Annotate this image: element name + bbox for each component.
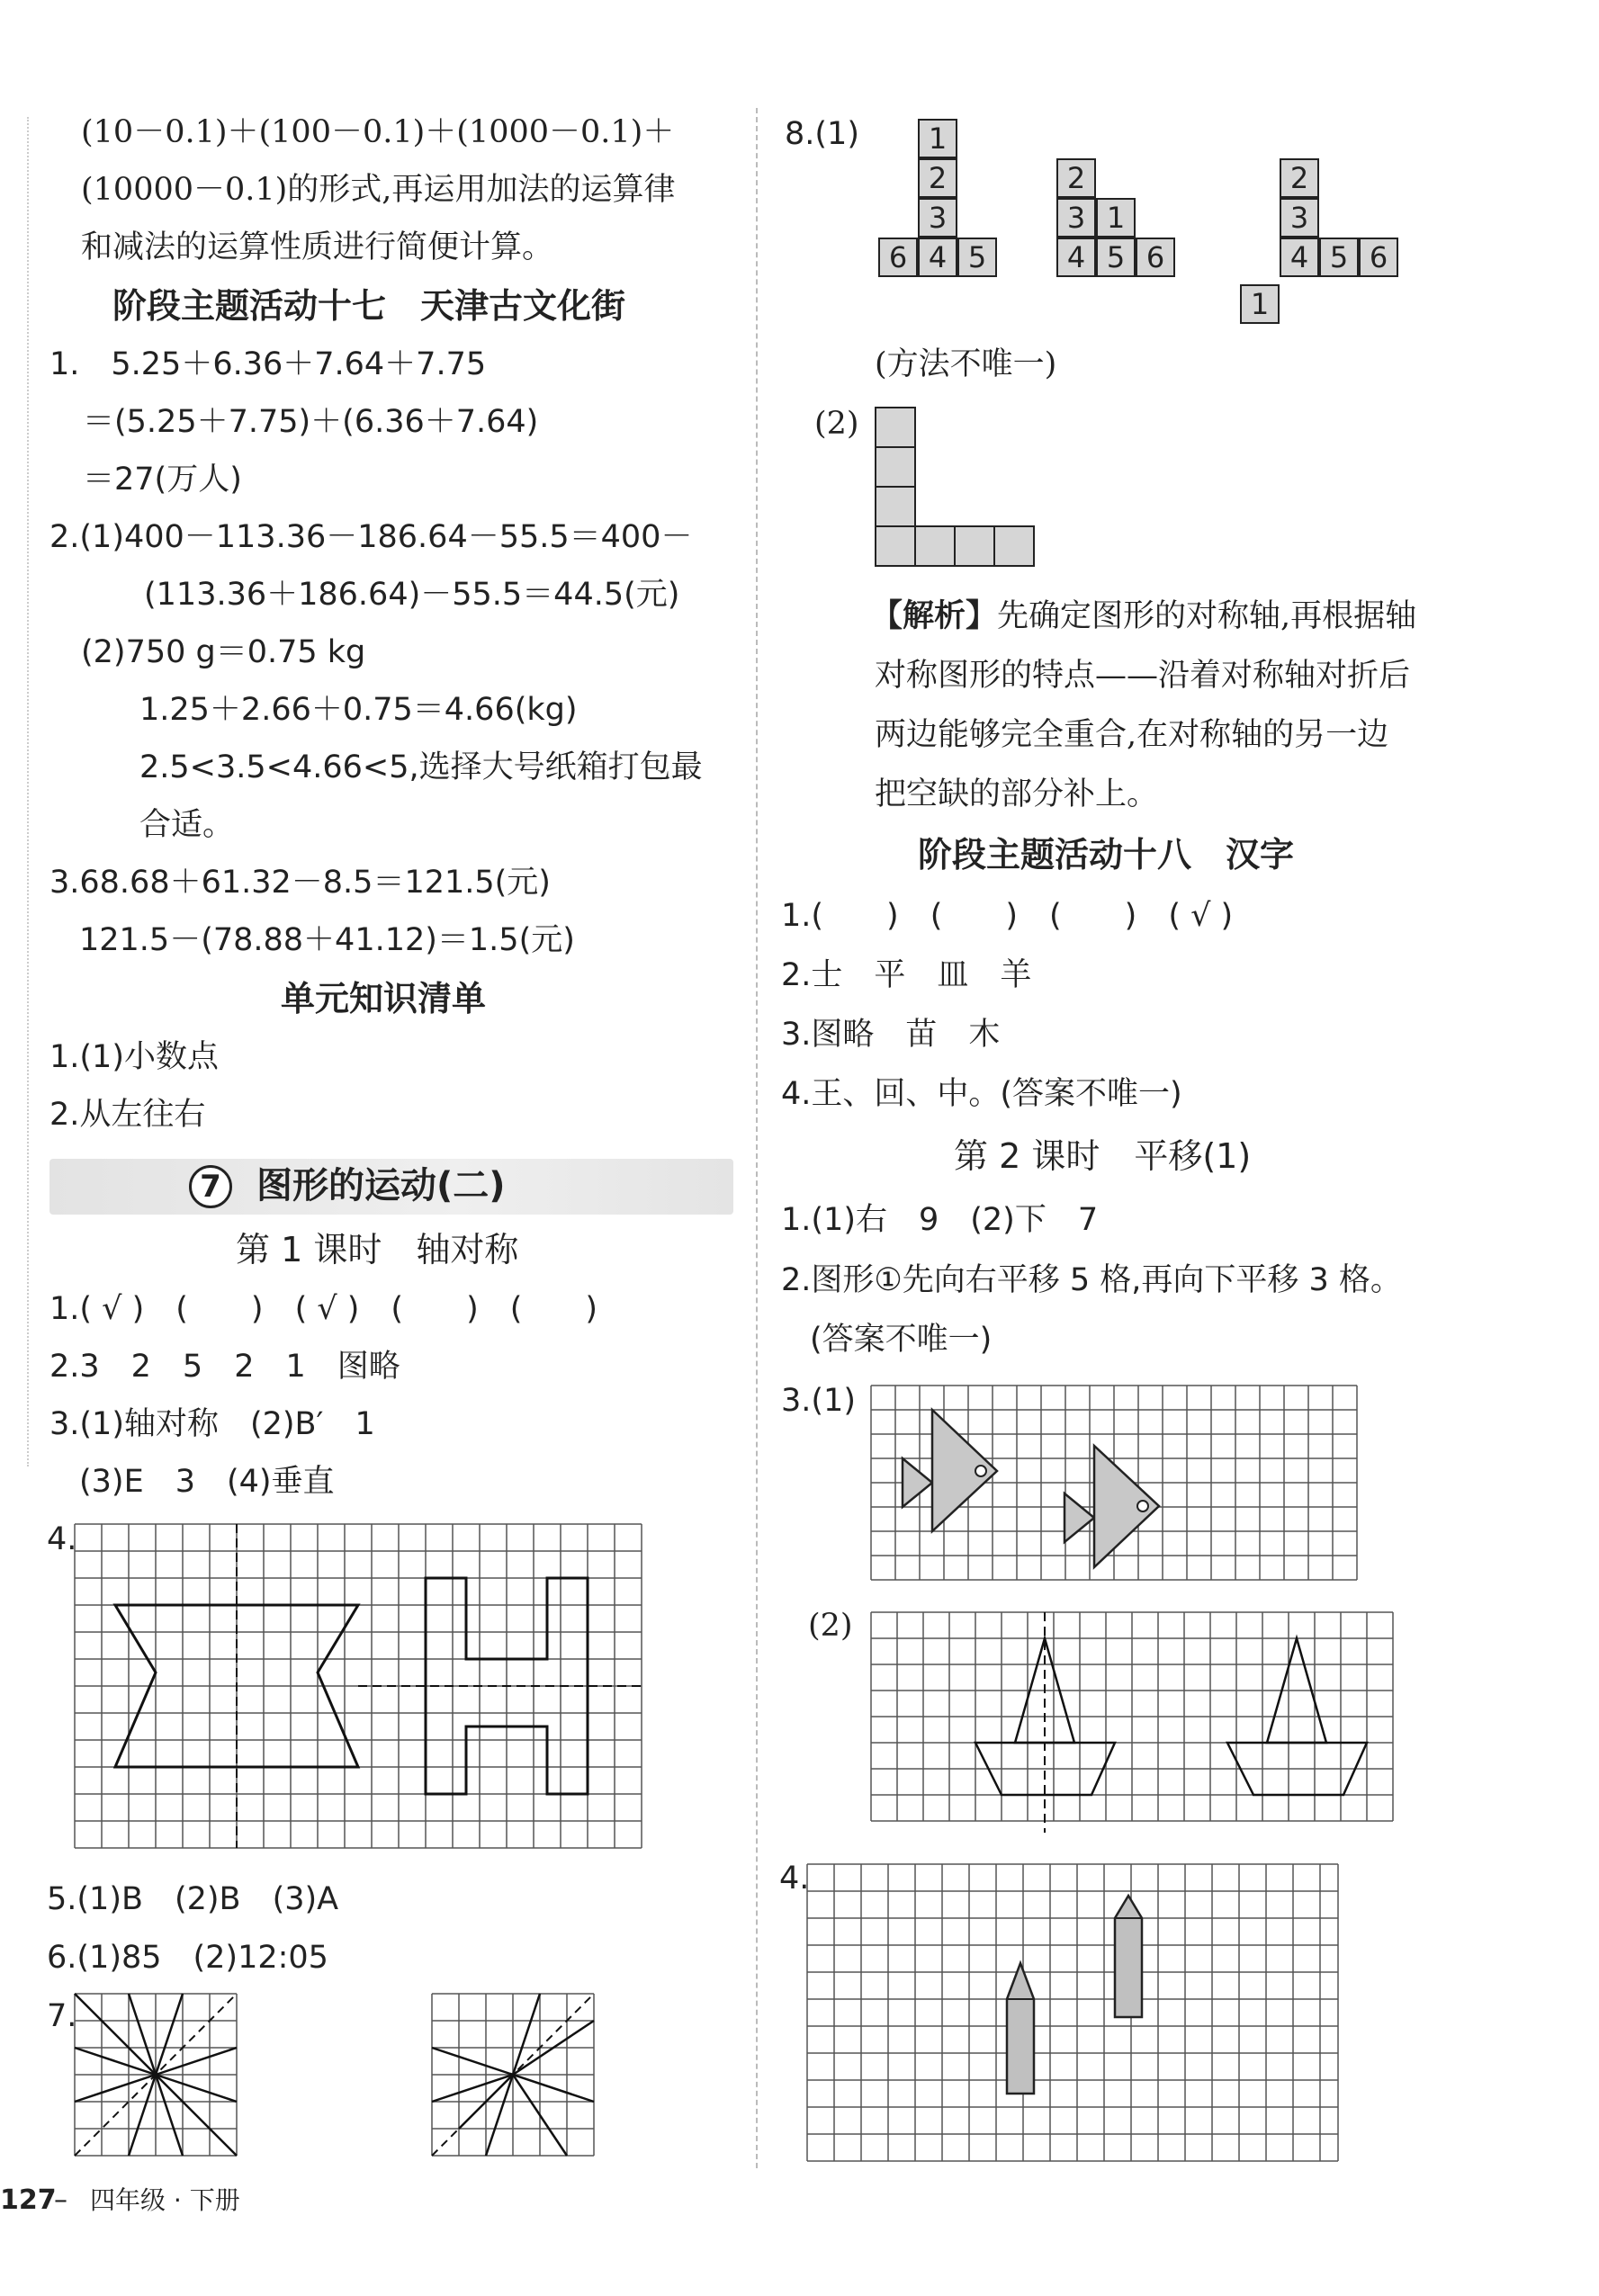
l1-line-4: (3)E 3 (4)垂直 xyxy=(79,1464,335,1500)
q4-symmetry-grid xyxy=(75,1524,655,1852)
q4-label: 4. xyxy=(47,1521,77,1557)
q8-label: 8.(1) xyxy=(785,116,859,152)
net3-cell: 1 xyxy=(1240,284,1280,324)
chapter-number: 7 xyxy=(189,1165,232,1208)
net2-cell: 4 xyxy=(1056,238,1096,277)
q7-figure-right xyxy=(432,1994,598,2160)
q2-line-3: (2)750 g＝0.75 kg xyxy=(81,634,366,670)
net1-cell: 4 xyxy=(918,238,957,277)
q5-answer: 5.(1)B (2)B (3)A xyxy=(47,1881,339,1917)
net1-cell: 1 xyxy=(918,119,957,158)
q2-line-2: (113.36＋186.64)－55.5＝44.5(元) xyxy=(144,577,680,613)
heading-lesson-2: 第 2 课时 平移(1) xyxy=(954,1136,1252,1176)
q1-line-3: ＝27(万人) xyxy=(83,462,242,498)
intro-line-3: 和减法的运算性质进行简便计算。 xyxy=(81,229,554,265)
net3-cell: 6 xyxy=(1359,238,1398,277)
footer-grade: 四年级 · 下册 xyxy=(90,2185,240,2215)
column-divider xyxy=(756,108,758,2168)
analysis-tag: 【解析】 xyxy=(871,597,998,634)
chapter-title: 图形的运动(二) xyxy=(256,1165,506,1206)
q2-line-4: 1.25＋2.66＋0.75＝4.66(kg) xyxy=(139,692,578,728)
l2-line-2: 2.图形①先向右平移 5 格,再向下平移 3 格。 xyxy=(781,1262,1402,1298)
q8-part2-label: (2) xyxy=(814,406,859,442)
l2-line-3: (答案不唯一) xyxy=(810,1322,993,1358)
l1-line-3: 3.(1)轴对称 (2)B′ 1 xyxy=(49,1406,375,1442)
heading-lesson-1: 第 1 课时 轴对称 xyxy=(236,1230,519,1269)
q7-figure-left xyxy=(75,1994,241,2160)
net3-cell: 2 xyxy=(1280,158,1319,198)
net3-cell: 5 xyxy=(1319,238,1359,277)
l1-line-1: 1.( √ ) ( ) ( √ ) ( ) ( ) xyxy=(49,1291,598,1327)
q1-line-2: ＝(5.25＋7.75)＋(6.36＋7.64) xyxy=(83,404,539,440)
a18-line-1: 1.( ) ( ) ( ) ( √ ) xyxy=(781,898,1234,934)
net1-cell: 3 xyxy=(918,198,957,238)
l2-line-1: 1.(1)右 9 (2)下 7 xyxy=(781,1202,1099,1238)
intro-line-2: (10000－0.1)的形式,再运用加法的运算律 xyxy=(81,172,676,208)
heading-activity-18: 阶段主题活动十八 汉字 xyxy=(918,835,1295,874)
net2-cell: 3 xyxy=(1056,198,1096,238)
q3-line-2: 121.5－(78.88＋41.12)＝1.5(元) xyxy=(79,922,575,958)
unit-line-2: 2.从左往右 xyxy=(49,1097,206,1133)
q2-line-6: 合适。 xyxy=(139,807,235,843)
q3-label-1: 3.(1) xyxy=(781,1383,856,1419)
footer-dash: – xyxy=(54,2184,67,2216)
q7-label: 7. xyxy=(47,1998,77,2034)
q8-l-shape xyxy=(875,407,1041,573)
page-edge-line xyxy=(27,117,29,1466)
analysis-line-1 xyxy=(871,596,1416,637)
q6-answer: 6.(1)85 (2)12:05 xyxy=(47,1940,328,1976)
analysis-line-4: 把空缺的部分补上。 xyxy=(875,776,1159,812)
intro-line-1: (10－0.1)＋(100－0.1)＋(1000－0.1)＋ xyxy=(81,114,675,150)
heading-activity-17: 阶段主题活动十七 天津古文化街 xyxy=(112,286,626,326)
a18-line-3: 3.图略 苗 木 xyxy=(781,1017,1001,1053)
q2-line-5: 2.5<3.5<4.66<5,选择大号纸箱打包最 xyxy=(139,749,703,785)
q4r-label: 4. xyxy=(779,1861,810,1897)
q3-fish-grid xyxy=(871,1386,1370,1588)
q3-line-1: 3.68.68＋61.32－8.5＝121.5(元) xyxy=(49,865,551,901)
net3-cell: 3 xyxy=(1280,198,1319,238)
l1-line-2: 2.3 2 5 2 1 图略 xyxy=(49,1349,400,1385)
page-number: 127 xyxy=(0,2184,57,2216)
net2-cell: 2 xyxy=(1056,158,1096,198)
q1-line-1: 1. 5.25＋6.36＋7.64＋7.75 xyxy=(49,346,487,382)
net1-cell: 6 xyxy=(878,238,918,277)
a18-line-2: 2.士 平 皿 羊 xyxy=(781,957,1032,993)
unit-line-1: 1.(1)小数点 xyxy=(49,1039,219,1075)
analysis-text-1: 先确定图形的对称轴,再根据轴 xyxy=(997,598,1417,634)
q2-line-1: 2.(1)400－113.36－186.64－55.5＝400－ xyxy=(49,519,693,555)
net1-cell: 5 xyxy=(957,238,997,277)
q3-sailboat-grid xyxy=(871,1612,1411,1828)
analysis-line-3: 两边能够完全重合,在对称轴的另一边 xyxy=(875,717,1389,753)
q4-translation-grid xyxy=(807,1864,1347,2170)
analysis-line-2: 对称图形的特点——沿着对称轴对折后 xyxy=(875,658,1411,694)
a18-line-4: 4.王、回、中。(答案不唯一) xyxy=(781,1076,1182,1112)
net2-cell: 6 xyxy=(1136,238,1175,277)
q8-note: (方法不唯一) xyxy=(875,346,1057,382)
heading-unit-checklist: 单元知识清单 xyxy=(281,979,487,1018)
net1-cell: 2 xyxy=(918,158,957,198)
q3-label-2: (2) xyxy=(808,1608,853,1644)
net3-cell: 4 xyxy=(1280,238,1319,277)
net2-cell: 1 xyxy=(1096,198,1136,238)
net2-cell: 5 xyxy=(1096,238,1136,277)
